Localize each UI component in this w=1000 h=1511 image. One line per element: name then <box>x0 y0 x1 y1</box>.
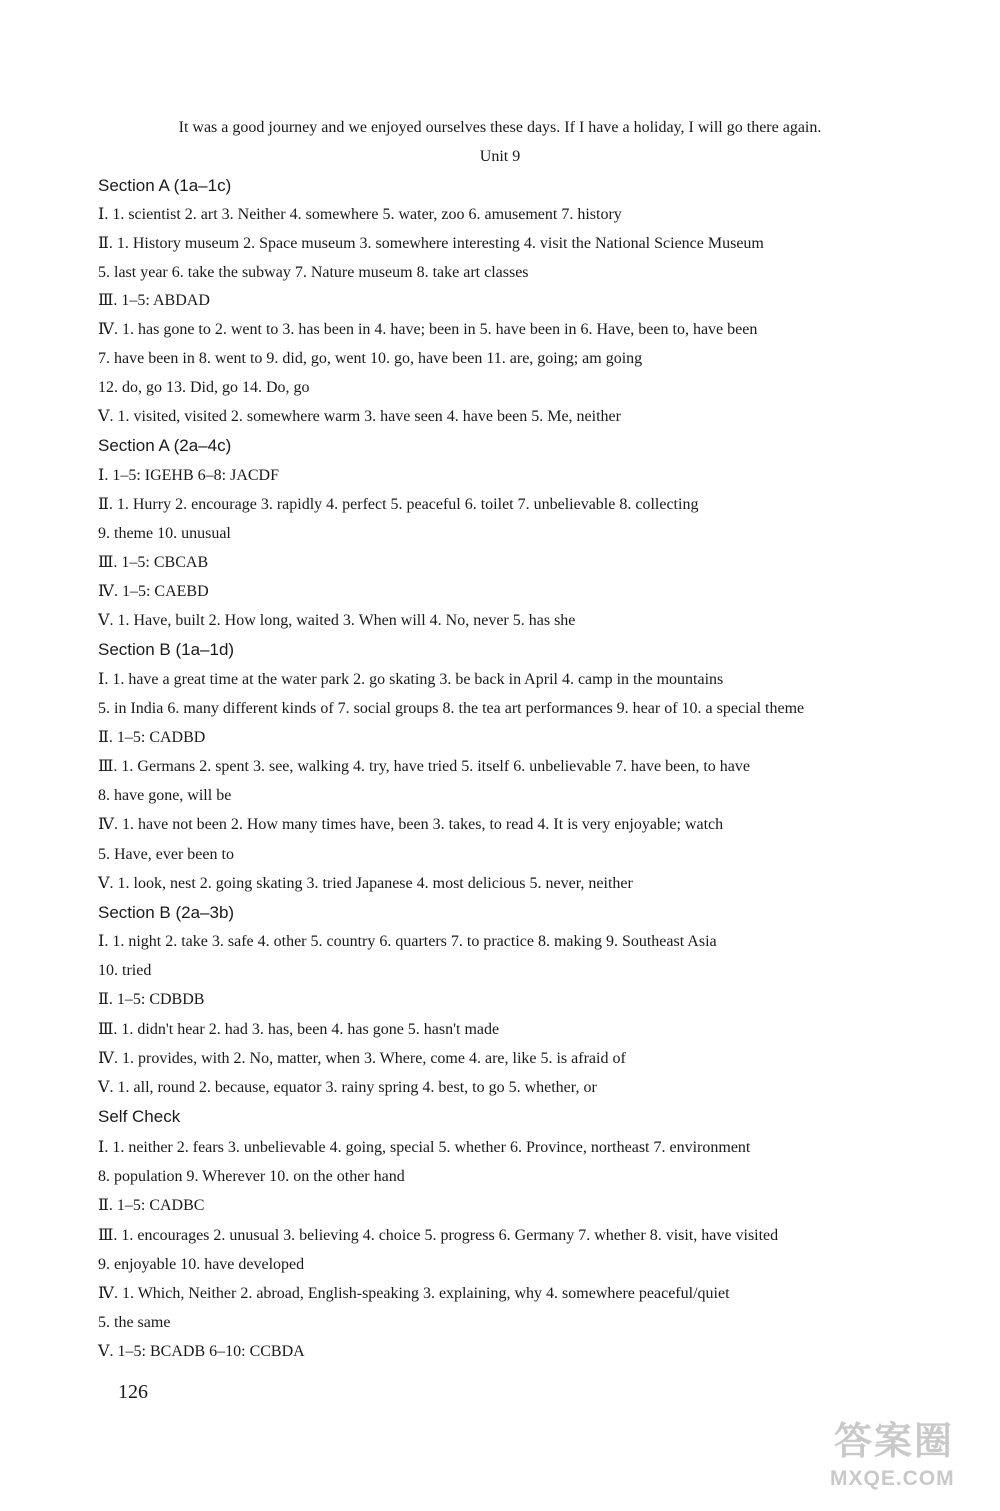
answer-line: Ⅱ. 1–5: CDBDB <box>98 991 205 1008</box>
answer-line: 10. tried <box>98 962 152 979</box>
watermark-text: MXQE.COM <box>830 1467 955 1490</box>
answer-line: 12. do, go 13. Did, go 14. Do, go <box>98 379 310 396</box>
answer-line: Ⅳ. 1. Which, Neither 2. abroad, English-speaking 3. explaining, why 4. somewhere peaceful/quiet <box>98 1285 730 1302</box>
answer-line: Ⅱ. 1–5: CADBD <box>98 729 206 746</box>
answer-line: 5. Have, ever been to <box>98 846 234 863</box>
answer-line: 7. have been in 8. went to 9. did, go, went 10. go, have been 11. are, going; am going <box>98 350 643 367</box>
answer-line: Ⅴ. 1. look, nest 2. going skating 3. tried Japanese 4. most delicious 5. never, neither <box>98 875 633 892</box>
section-heading: Section A (1a–1c) <box>98 176 232 195</box>
answer-line: Ⅳ. 1–5: CAEBD <box>98 583 209 600</box>
answer-line: Ⅱ. 1–5: CADBC <box>98 1197 205 1214</box>
section-heading: Section B (2a–3b) <box>98 903 235 922</box>
answer-line: Ⅴ. 1. Have, built 2. How long, waited 3. When will 4. No, never 5. has she <box>98 612 576 629</box>
answer-line: 8. have gone, will be <box>98 787 232 804</box>
answer-line: Ⅴ. 1–5: BCADB 6–10: CCBDA <box>98 1343 305 1360</box>
section-heading: Self Check <box>98 1107 181 1126</box>
answer-line: Ⅳ. 1. provides, with 2. No, matter, when 3. Where, come 4. are, like 5. is afraid of <box>98 1050 626 1067</box>
answer-line: 8. population 9. Wherever 10. on the other hand <box>98 1168 405 1185</box>
answer-line: Ⅲ. 1. encourages 2. unusual 3. believing 4. choice 5. progress 6. Germany 7. whether 8. visit, have visited <box>98 1227 779 1244</box>
answer-line: Ⅲ. 1. Germans 2. spent 3. see, walking 4. try, have tried 5. itself 6. unbelievable 7. have been, to have <box>98 758 750 775</box>
answer-line: 5. in India 6. many different kinds of 7. social groups 8. the tea art performances 9. hear of 10. a special theme <box>98 700 805 717</box>
answer-line: 9. theme 10. unusual <box>98 525 231 542</box>
page-number: 126 <box>118 1381 148 1403</box>
answer-line: Ⅳ. 1. have not been 2. How many times have, been 3. takes, to read 4. It is very enjoyable; watch <box>98 816 724 833</box>
answer-line: 5. last year 6. take the subway 7. Nature museum 8. take art classes <box>98 264 529 281</box>
answer-line: 9. enjoyable 10. have developed <box>98 1256 305 1273</box>
answer-line: Ⅲ. 1–5: ABDAD <box>98 292 210 309</box>
watermark <box>830 1418 990 1506</box>
answer-line: 5. the same <box>98 1314 171 1331</box>
answer-line: Ⅲ. 1. didn't hear 2. had 3. has, been 4. has gone 5. hasn't made <box>98 1021 500 1038</box>
section-heading: Section A (2a–4c) <box>98 436 232 455</box>
answer-line: Ⅰ. 1–5: IGEHB 6–8: JACDF <box>98 467 279 484</box>
answer-line: Ⅰ. 1. night 2. take 3. safe 4. other 5. country 6. quarters 7. to practice 8. making 9. Southeast Asia <box>98 933 717 950</box>
answer-line: Ⅴ. 1. all, round 2. because, equator 3. rainy spring 4. best, to go 5. whether, or <box>98 1079 597 1096</box>
answer-line: Ⅰ. 1. have a great time at the water park 2. go skating 3. be back in April 4. camp in the mountains <box>98 671 724 688</box>
answer-line: Ⅲ. 1–5: CBCAB <box>98 554 209 571</box>
unit-title: Unit 9 <box>479 148 521 165</box>
answer-line: Ⅱ. 1. Hurry 2. encourage 3. rapidly 4. perfect 5. peaceful 6. toilet 7. unbelievable 8. collecting <box>98 496 699 513</box>
answer-line: Ⅴ. 1. visited, visited 2. somewhere warm 3. have seen 4. have been 5. Me, neither <box>98 408 621 425</box>
answer-line: Ⅱ. 1. History museum 2. Space museum 3. somewhere interesting 4. visit the National Science Museum <box>98 235 764 252</box>
intro-text: It was a good journey and we enjoyed ourselves these days. If I have a holiday, I will go there again. <box>178 119 822 136</box>
answer-line: Ⅳ. 1. has gone to 2. went to 3. has been in 4. have; been in 5. have been in 6. Have, been to, have been <box>98 321 758 338</box>
answer-line: Ⅰ. 1. neither 2. fears 3. unbelievable 4. going, special 5. whether 6. Province, northeast 7. environment <box>98 1139 751 1156</box>
watermark-logo: 答案圈 <box>834 1421 955 1463</box>
section-heading: Section B (1a–1d) <box>98 640 235 659</box>
answer-line: Ⅰ. 1. scientist 2. art 3. Neither 4. somewhere 5. water, zoo 6. amusement 7. history <box>98 206 622 223</box>
